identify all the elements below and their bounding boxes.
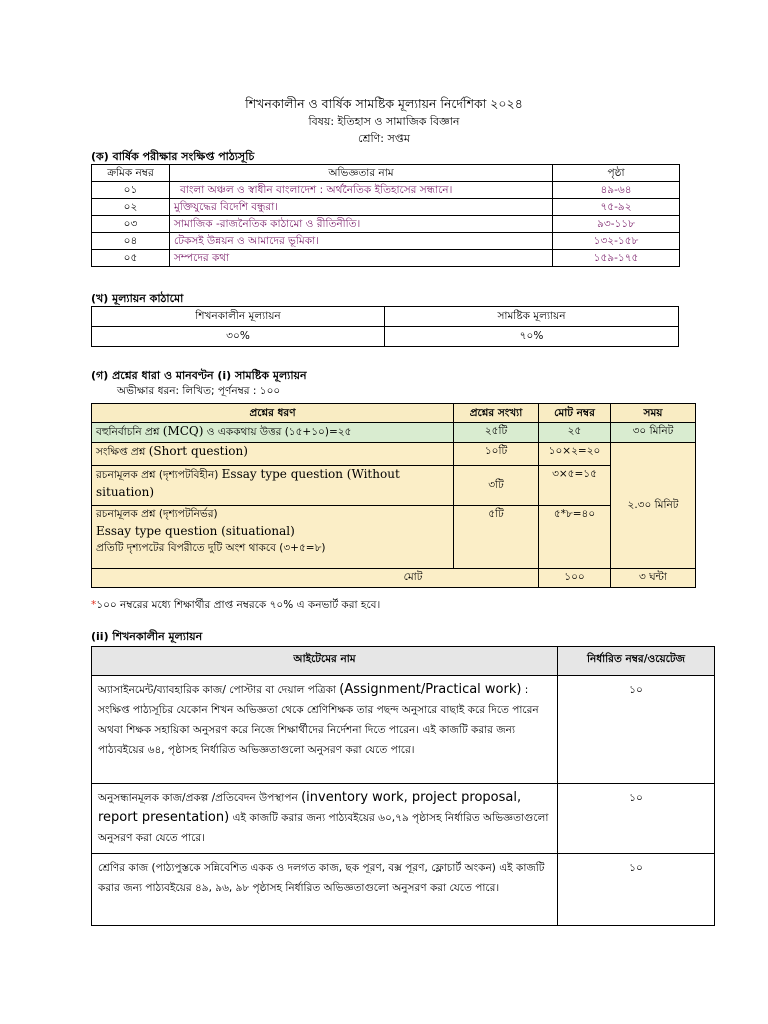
item-text-bn2: এই কাজটি করার জন্য পাঠ্যবইয়ের ৬০,৭৯ পৃষ্ঠাসহ নির্ধারিত অভিজ্ঞতাগুলো অনুসরণ করা যেতে পারে। bbox=[98, 812, 549, 844]
summative-footnote bbox=[91, 598, 380, 615]
serial-cell: ০৫ bbox=[92, 250, 170, 267]
item-text-bn: অনুসন্ধানমূলক কাজ/প্রকল্প /প্রতিবেদন উপস্থাপন bbox=[98, 792, 302, 804]
section-kha-heading: (খ) মূল্যায়ন কাঠামো bbox=[91, 292, 184, 305]
count-cell: ৫টি bbox=[454, 506, 539, 569]
marks-cell: ২৫ bbox=[539, 423, 611, 443]
class-line: শ্রেণি: সপ্তম bbox=[358, 132, 410, 145]
exam-info: অভীক্ষার ধরন: লিখিত; পূর্ণনম্বর : ১০০ bbox=[117, 385, 281, 397]
experience-cell: সম্পদের কথা bbox=[170, 250, 553, 267]
question-type-cell bbox=[92, 443, 454, 466]
item-marks: ১০ bbox=[558, 676, 715, 784]
column-header: প্রশ্নের ধরণ bbox=[92, 404, 454, 423]
table-row bbox=[92, 199, 680, 216]
item-cell bbox=[92, 676, 558, 784]
subject-line: বিষয়: ইতিহাস ও সামাজিক বিজ্ঞান bbox=[308, 115, 460, 128]
column-header: মোট নম্বর bbox=[539, 404, 611, 423]
column-header: ক্রমিক নম্বর bbox=[92, 165, 170, 182]
question-distribution-table bbox=[91, 403, 696, 588]
type-bn: রচনামূলক প্রশ্ন (দৃশ্যপটনির্ভর) bbox=[96, 508, 218, 520]
item-text-bn: অ্যাসাইনমেন্ট/ব্যাবহারিক কাজ/ পোস্টার বা দেয়াল পত্রিকা bbox=[98, 684, 340, 696]
item-text-bn2: : সংক্ষিপ্ত পাঠ্যসূচির যেকোন শিখন অভিজ্ঞতা থেকে শ্রেণিশিক্ষক তার পছন্দ অনুসারে বাছাই করে দিতে পারেন অথবা শিক্ষক সহায়িকা অনুসরণ করে নিজে শিক্ষার্থীদের নির্দেশনা দিতে পারেন। এই কাজটি করার জন্য পাঠ্যবইয়ের ৬৪, পৃষ্ঠাসহ নির্ধারিত অভিজ্ঞতাগুলো অনুসরণ করা যেতে পারে। bbox=[98, 684, 539, 756]
column-header: সময় bbox=[611, 404, 696, 423]
count-cell: ২৫টি bbox=[454, 423, 539, 443]
section-ii-heading: (ii) শিখনকালীন মূল্যায়ন bbox=[91, 630, 203, 643]
experience-cell: মুক্তিযুদ্ধের বিদেশি বন্ধুরা। bbox=[170, 199, 553, 216]
serial-cell: ০১ bbox=[92, 182, 170, 199]
assessment-framework-table bbox=[91, 306, 679, 347]
experience-cell: টেকসই উন্নয়ন ও আমাদের ভূমিকা। bbox=[170, 233, 553, 250]
table-header-row bbox=[92, 647, 715, 676]
type-en: (MCQ) bbox=[162, 424, 204, 438]
type-bn2: প্রতিটি দৃশ্যপটের বিপরীতে দুটি অংশ থাকবে (৩+৫=৮) bbox=[96, 542, 326, 554]
table-row bbox=[92, 216, 680, 233]
page-cell: ৯৩-১১৮ bbox=[553, 216, 680, 233]
item-cell bbox=[92, 854, 558, 926]
total-row bbox=[92, 569, 696, 588]
experience-cell: সামাজিক -রাজনৈতিক কাঠামো ও রীতিনীতি। bbox=[170, 216, 553, 233]
footnote-star: * bbox=[91, 599, 97, 611]
type-bn: রচনামূলক প্রশ্ন (দৃশ্যপটবিহীন) bbox=[96, 469, 222, 481]
count-cell: ১০টি bbox=[454, 443, 539, 466]
question-type-cell bbox=[92, 466, 454, 506]
item-text-en: (Assignment/Practical work) bbox=[339, 682, 522, 697]
column-header: প্রশ্নের সংখ্যা bbox=[454, 404, 539, 423]
serial-cell: ০২ bbox=[92, 199, 170, 216]
total-marks: ১০০ bbox=[539, 569, 611, 588]
count-cell: ৩টি bbox=[454, 466, 539, 506]
table-header-row bbox=[92, 165, 680, 182]
table-row bbox=[92, 233, 680, 250]
item-text-en: (inventory work, project proposal, report presentation) bbox=[98, 790, 522, 825]
page-cell: ১৩২-১৫৮ bbox=[553, 233, 680, 250]
table-row bbox=[92, 182, 680, 199]
table-row bbox=[92, 423, 696, 443]
formative-percent: ৩০% bbox=[92, 327, 385, 347]
column-header: নির্ধারিত নম্বর/ওয়েটেজ bbox=[558, 647, 715, 676]
column-header: অভিজ্ঞতার নাম bbox=[170, 165, 553, 182]
page-cell: ১৫৯-১৭৫ bbox=[553, 250, 680, 267]
table-row bbox=[92, 784, 715, 854]
table-row bbox=[92, 250, 680, 267]
summative-percent: ৭০% bbox=[385, 327, 679, 347]
marks-cell: ৩×৫=১৫ bbox=[539, 466, 611, 506]
table-row bbox=[92, 506, 696, 569]
serial-cell: ০৩ bbox=[92, 216, 170, 233]
table-header-row bbox=[92, 307, 679, 327]
syllabus-table bbox=[91, 164, 680, 267]
time-cell: ৩০ মিনিট bbox=[611, 423, 696, 443]
section-ga-heading: (গ) প্রশ্নের ধারা ও মানবণ্টন (i) সামষ্টিক মূল্যায়ন bbox=[91, 369, 307, 382]
footnote-text: ১০০ নম্বরের মধ্যে শিক্ষার্থীর প্রাপ্ত নম্বরকে ৭০% এ কনভার্ট করা হবে। bbox=[96, 599, 381, 611]
experience-cell: বাংলা অঞ্চল ও স্বাধীন বাংলাদেশ : অর্থনৈতিক ইতিহাসের সন্ধানে। bbox=[170, 182, 553, 199]
table-row bbox=[92, 854, 715, 926]
formative-assessment-table bbox=[91, 646, 715, 926]
type-en: Essay type question (Without situation) bbox=[96, 467, 400, 499]
column-header: পৃষ্ঠা bbox=[553, 165, 680, 182]
column-header: শিখনকালীন মূল্যায়ন bbox=[92, 307, 385, 327]
type-bn: সংক্ষিপ্ত প্রশ্ন bbox=[96, 446, 149, 458]
column-header: আইটেমের নাম bbox=[92, 647, 558, 676]
type-en: Essay type question (situational) bbox=[96, 524, 295, 538]
item-marks: ১০ bbox=[558, 854, 715, 926]
marks-cell: ১০×২=২০ bbox=[539, 443, 611, 466]
column-header: সামষ্টিক মূল্যায়ন bbox=[385, 307, 679, 327]
shared-time-cell: ২.৩০ মিনিট bbox=[611, 443, 696, 569]
question-type-cell bbox=[92, 506, 454, 569]
total-time: ৩ ঘন্টা bbox=[611, 569, 696, 588]
total-label: মোট bbox=[92, 569, 539, 588]
type-en: (Short question) bbox=[148, 444, 248, 458]
table-row bbox=[92, 466, 696, 506]
item-cell bbox=[92, 784, 558, 854]
type-bn2: ও এককথায় উত্তর (১৫+১০)=২৫ bbox=[203, 426, 352, 438]
serial-cell: ০৪ bbox=[92, 233, 170, 250]
section-ka-heading: (ক) বার্ষিক পরীক্ষার সংক্ষিপ্ত পাঠ্যসূচি bbox=[91, 150, 255, 163]
question-type-cell bbox=[92, 423, 454, 443]
table-row bbox=[92, 676, 715, 784]
page-cell: ৭৫-৯২ bbox=[553, 199, 680, 216]
type-bn: বহুনির্বাচনি প্রশ্ন bbox=[96, 426, 163, 438]
page-cell: ৪৯-৬৪ bbox=[553, 182, 680, 199]
table-row bbox=[92, 327, 679, 347]
item-marks: ১০ bbox=[558, 784, 715, 854]
item-text-bn: শ্রেণির কাজ (পাঠ্যপুস্তকে সন্নিবেশিত একক ও দলগত কাজ, ছক পূরণ, বক্স পূরণ, ফ্লোচার্ট অংকন) এই কাজটি করার জন্য পাঠ্যবইয়ের ৪৯, ৯৬, ৯৮ পৃষ্ঠাসহ নির্ধারিত অভিজ্ঞতাগুলো অনুসরণ করা যেতে পারে। bbox=[98, 862, 545, 894]
table-row bbox=[92, 443, 696, 466]
document-title: শিখনকালীন ও বার্ষিক সামষ্টিক মূল্যায়ন নির্দেশিকা ২০২৪ bbox=[245, 96, 523, 111]
table-header-row bbox=[92, 404, 696, 423]
marks-cell: ৫*৮=৪০ bbox=[539, 506, 611, 569]
